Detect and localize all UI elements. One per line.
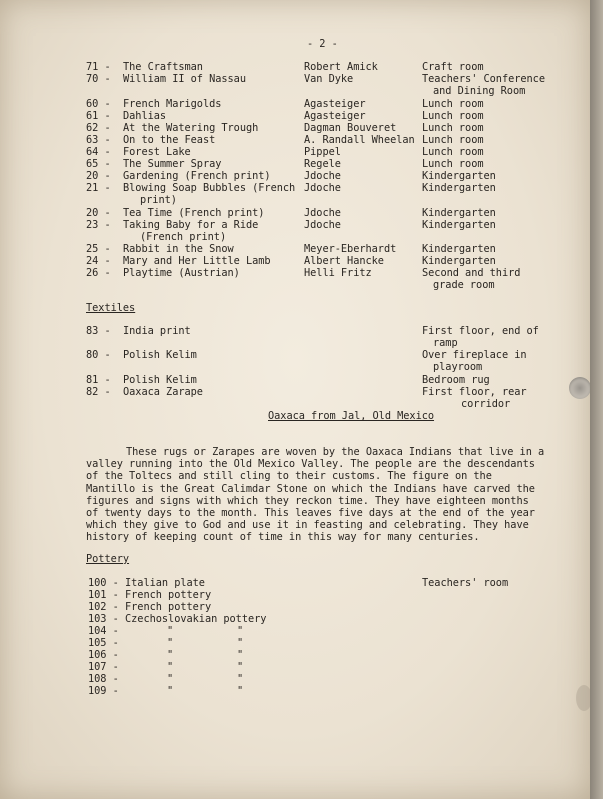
- list-item-num: 60 -: [86, 98, 111, 110]
- list-item-location: Teachers' Conference: [422, 73, 545, 85]
- list-item-location: Kindergarten: [422, 243, 496, 255]
- list-item-num: 107 -: [88, 661, 119, 673]
- ditto-mark: ": [237, 673, 244, 685]
- list-item-num: 106 -: [88, 649, 119, 661]
- scanner-edge: [590, 0, 603, 799]
- list-item-location: Lunch room: [422, 146, 484, 158]
- list-item-location: First floor, rear: [422, 386, 527, 398]
- list-item-title: Polish Kelim: [123, 349, 197, 361]
- list-item-location: Teachers' room: [422, 577, 509, 589]
- list-item-artist: Agasteiger: [304, 98, 366, 110]
- ditto-mark: ": [237, 685, 244, 697]
- list-item-location: Kindergarten: [422, 255, 496, 267]
- list-item-location: Over fireplace in: [422, 349, 527, 361]
- list-item-title: William II of Nassau: [123, 73, 246, 85]
- list-item-location: Lunch room: [422, 98, 484, 110]
- list-item-location: Lunch room: [422, 110, 484, 122]
- list-item-location: Lunch room: [422, 122, 484, 134]
- list-item-location: First floor, end of: [422, 325, 539, 337]
- list-item-artist: Jdoche: [304, 170, 341, 182]
- list-item-title: Polish Kelim: [123, 374, 197, 386]
- list-item-artist: Robert Amick: [304, 61, 378, 73]
- ditto-mark: ": [167, 661, 174, 673]
- list-item-num: 103 -: [88, 613, 119, 625]
- list-item-artist: Van Dyke: [304, 73, 354, 85]
- textiles-heading: Textiles: [86, 302, 136, 314]
- list-item-artist: Pippel: [304, 146, 341, 158]
- list-item-artist: Dagman Bouveret: [304, 122, 397, 134]
- ditto-mark: ": [167, 649, 174, 661]
- list-item-title: The Craftsman: [123, 61, 203, 73]
- list-item-title: Italian plate: [125, 577, 205, 589]
- list-item-title: At the Watering Trough: [123, 122, 259, 134]
- list-item-title: Playtime (Austrian): [123, 267, 240, 279]
- list-item-num: 20 -: [86, 207, 111, 219]
- list-item-title: Rabbit in the Snow: [123, 243, 234, 255]
- list-item-artist: Albert Hancke: [304, 255, 384, 267]
- list-item-title: Tea Time (French print): [123, 207, 265, 219]
- ditto-mark: ": [237, 661, 244, 673]
- list-item-num: 65 -: [86, 158, 111, 170]
- list-item-num: 80 -: [86, 349, 111, 361]
- list-item-title: The Summer Spray: [123, 158, 222, 170]
- list-item-title: Oaxaca Zarape: [123, 386, 203, 398]
- list-item-num: 62 -: [86, 122, 111, 134]
- list-item-num: 101 -: [88, 589, 119, 601]
- list-item-num: 82 -: [86, 386, 111, 398]
- oaxaca-paragraph: These rugs or Zarapes are woven by the Oaxaca Indians that live in a valley running into the Old Mexico Valley. The people are the descendants of the Toltecs and still cling to their customs. The figure on the Mantillo is the Great Calimdar Stone on which the Indians have carved the figures and signs with which they reckon time. They have eighteen months of twenty days to the month. This leaves five days at the end of the year which they give to God and use it in feasting and celebrating. They have history of keeping count of time in this way for many centuries.: [86, 446, 545, 544]
- ditto-mark: ": [237, 649, 244, 661]
- oaxaca-title: Oaxaca from Jal, Old Mexico: [268, 410, 435, 422]
- list-item-location-cont: ramp: [433, 337, 458, 349]
- list-item-num: 24 -: [86, 255, 111, 267]
- list-item-artist: Helli Fritz: [304, 267, 372, 279]
- list-item-num: 64 -: [86, 146, 111, 158]
- list-item-num: 23 -: [86, 219, 111, 231]
- list-item-artist: Regele: [304, 158, 341, 170]
- list-item-location: Lunch room: [422, 134, 484, 146]
- page-number: - 2 -: [307, 38, 338, 50]
- list-item-location-cont: and Dining Room: [433, 85, 526, 97]
- list-item-num: 109 -: [88, 685, 119, 697]
- list-item-location-cont: corridor: [461, 398, 511, 410]
- list-item-title: French pottery: [125, 601, 212, 613]
- list-item-num: 104 -: [88, 625, 119, 637]
- list-item-num: 71 -: [86, 61, 111, 73]
- ditto-mark: ": [167, 685, 174, 697]
- list-item-title: French pottery: [125, 589, 212, 601]
- list-item-location-cont: playroom: [433, 361, 483, 373]
- list-item-title: Mary and Her Little Lamb: [123, 255, 271, 267]
- list-item-title-cont: print): [140, 194, 177, 206]
- list-item-num: 63 -: [86, 134, 111, 146]
- list-item-num: 26 -: [86, 267, 111, 279]
- list-item-title: On to the Feast: [123, 134, 216, 146]
- list-item-title: Taking Baby for a Ride: [123, 219, 259, 231]
- list-item-num: 70 -: [86, 73, 111, 85]
- list-item-num: 105 -: [88, 637, 119, 649]
- list-item-location-cont: grade room: [433, 279, 495, 291]
- list-item-num: 102 -: [88, 601, 119, 613]
- list-item-location: Craft room: [422, 61, 484, 73]
- list-item-num: 83 -: [86, 325, 111, 337]
- list-item-title: Gardening (French print): [123, 170, 271, 182]
- list-item-artist: Jdoche: [304, 207, 341, 219]
- list-item-location: Lunch room: [422, 158, 484, 170]
- list-item-location: Second and third: [422, 267, 521, 279]
- ditto-mark: ": [237, 625, 244, 637]
- list-item-artist: Jdoche: [304, 219, 341, 231]
- list-item-artist: Jdoche: [304, 182, 341, 194]
- ditto-mark: ": [167, 673, 174, 685]
- list-item-num: 20 -: [86, 170, 111, 182]
- list-item-title: French Marigolds: [123, 98, 222, 110]
- list-item-num: 61 -: [86, 110, 111, 122]
- list-item-num: 25 -: [86, 243, 111, 255]
- pottery-heading: Pottery: [86, 553, 130, 565]
- list-item-title: Forest Lake: [123, 146, 191, 158]
- list-item-title: Czechoslovakian pottery: [125, 613, 267, 625]
- list-item-artist: Meyer-Eberhardt: [304, 243, 397, 255]
- list-item-location: Bedroom rug: [422, 374, 490, 386]
- list-item-location: Kindergarten: [422, 219, 496, 231]
- list-item-title: Blowing Soap Bubbles (French: [123, 182, 296, 194]
- punch-hole: [569, 377, 591, 399]
- ditto-mark: ": [237, 637, 244, 649]
- list-item-artist: Agasteiger: [304, 110, 366, 122]
- list-item-title-cont: (French print): [140, 231, 227, 243]
- list-item-num: 81 -: [86, 374, 111, 386]
- list-item-num: 21 -: [86, 182, 111, 194]
- list-item-location: Kindergarten: [422, 170, 496, 182]
- list-item-num: 100 -: [88, 577, 119, 589]
- list-item-title: India print: [123, 325, 191, 337]
- list-item-location: Kindergarten: [422, 207, 496, 219]
- list-item-title: Dahlias: [123, 110, 167, 122]
- list-item-location: Kindergarten: [422, 182, 496, 194]
- list-item-num: 108 -: [88, 673, 119, 685]
- list-item-artist: A. Randall Wheelan: [304, 134, 415, 146]
- ditto-mark: ": [167, 637, 174, 649]
- ditto-mark: ": [167, 625, 174, 637]
